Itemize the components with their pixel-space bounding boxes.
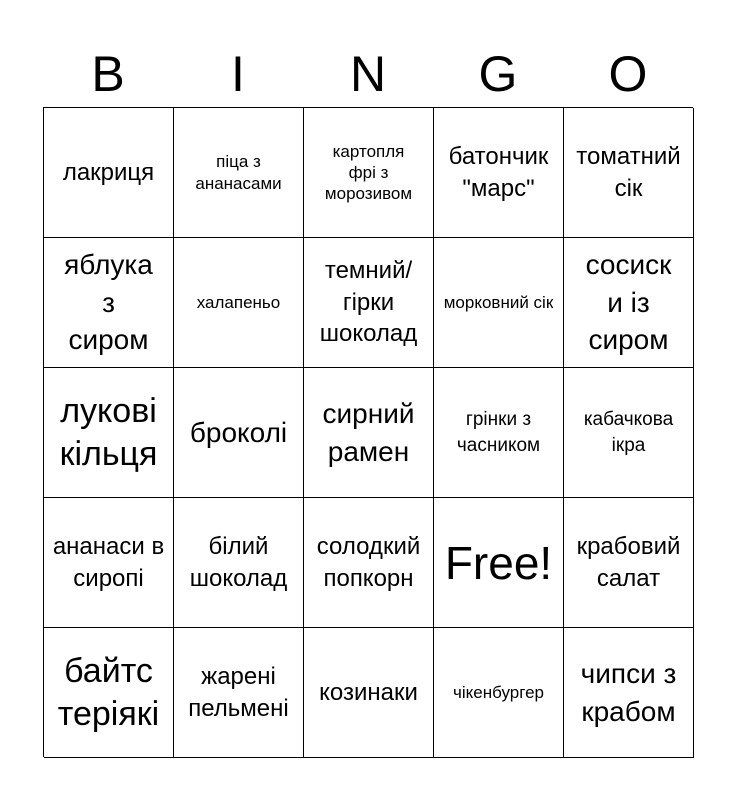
bingo-cell[interactable] <box>434 368 564 498</box>
cell-text: халапеньо <box>196 292 281 312</box>
cell-text: грінки з часником <box>456 409 541 456</box>
bingo-cell[interactable] <box>434 238 564 368</box>
cell-text: крабовий салат <box>576 532 681 592</box>
header-letter-b: B <box>91 46 125 102</box>
bingo-cell[interactable] <box>44 498 174 628</box>
cell-text: жарені пельмені <box>188 662 289 722</box>
bingo-cell[interactable] <box>304 238 434 368</box>
header-letter-o: O <box>608 46 648 102</box>
cell-text: сосиски із сиром <box>585 248 672 356</box>
bingo-cell[interactable] <box>174 108 304 238</box>
cell-text: ананаси в сиропі <box>52 532 165 592</box>
bingo-cell[interactable] <box>564 368 694 498</box>
bingo-cell[interactable] <box>434 108 564 238</box>
bingo-board <box>43 107 693 757</box>
bingo-cell[interactable] <box>564 498 694 628</box>
bingo-cell[interactable] <box>564 108 694 238</box>
bingo-cell[interactable] <box>434 628 564 758</box>
bingo-cell[interactable] <box>304 498 434 628</box>
cell-text: картопля фрі з морозивом <box>324 141 413 204</box>
cell-text: лакриця <box>62 158 155 186</box>
bingo-cell[interactable] <box>174 368 304 498</box>
cell-text: байтс теріякі <box>57 652 160 733</box>
cell-text: томатний сік <box>576 142 681 202</box>
bingo-header <box>43 40 693 108</box>
bingo-cell[interactable] <box>564 628 694 758</box>
free-space[interactable] <box>434 498 564 628</box>
bingo-cell[interactable] <box>174 238 304 368</box>
cell-text: козинаки <box>319 678 418 706</box>
free-space-label: Free! <box>444 536 553 589</box>
bingo-cell[interactable] <box>44 108 174 238</box>
cell-text: сирний рамен <box>322 397 415 467</box>
cell-text: чікенбургер <box>453 682 544 702</box>
bingo-cell[interactable] <box>304 108 434 238</box>
header-letter-g: G <box>478 46 518 102</box>
cell-text: солодкий попкорн <box>316 532 421 592</box>
cell-text: чипси з крабом <box>580 657 677 727</box>
cell-text: кабачкова ікра <box>583 409 674 456</box>
cell-text: білий шоколад <box>189 532 288 592</box>
header-letter-n: N <box>349 46 387 102</box>
cell-text: морковний сік <box>443 292 554 312</box>
bingo-cell[interactable] <box>44 368 174 498</box>
cell-text: яблука з сиром <box>64 248 153 356</box>
bingo-cell[interactable] <box>304 368 434 498</box>
header-letter-i: I <box>231 46 245 102</box>
cell-text: батончик "марс" <box>448 142 549 202</box>
cell-text: темний/ гірки шоколад <box>319 256 418 348</box>
cell-text: броколі <box>189 416 288 448</box>
cell-text: лукові кільця <box>59 392 158 473</box>
bingo-cell[interactable] <box>44 628 174 758</box>
bingo-cell[interactable] <box>44 238 174 368</box>
bingo-cell[interactable] <box>304 628 434 758</box>
bingo-cell[interactable] <box>174 498 304 628</box>
bingo-cell[interactable] <box>564 238 694 368</box>
bingo-cell[interactable] <box>174 628 304 758</box>
cell-text: піца з ананасами <box>195 152 282 193</box>
